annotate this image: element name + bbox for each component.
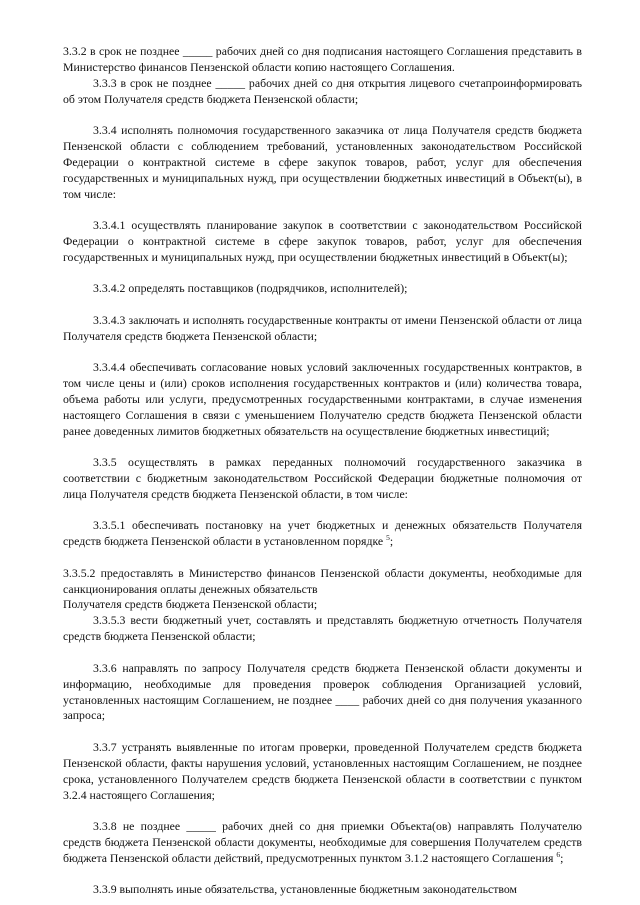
- clause-3-3-4-1: 3.3.4.1 осуществлять планирование закупок в соответствии с законодательством Российской Федерации о контрактной системе в сфере закупок товаров, работ, услуг для обеспечения государственных и муниципальных нужд, при осуществлении бюджетных инвестиций в Объект(ы);: [63, 218, 582, 264]
- clause-3-3-4: 3.3.4 исполнять полномочия государственного заказчика от лица Получателя средств бюджета Пензенской области с соблюдением требований, установленных законодательством Российской Федерации о контрактной системе в сфере закупок товаров, работ, услуг для обеспечения государственных и муниципальных нужд, при осуществлении бюджетных инвестиций в Объект(ы), в том числе:: [63, 123, 582, 201]
- clause-3-3-4-3: 3.3.4.3 заключать и исполнять государственные контракты от имени Пензенской области от лица Получателя средств бюджета Пензенской области;: [63, 312, 582, 343]
- clause-3-3-5-1: [63, 518, 582, 550]
- clause-3-3-8-tail: ;: [560, 850, 564, 865]
- clause-3-3-5: 3.3.5 осуществлять в рамках переданных полномочий государственного заказчика в соответствии с бюджетным законодательством Российской Федерации бюджетные полномочия от лица Получателя средств бюджета Пензенской области, в том числе:: [63, 455, 582, 501]
- clause-3-3-8-text: 3.3.8 не позднее _____ рабочих дней со дня приемки Объекта(ов) направлять Получателю средств бюджета Пензенской области документы, необходимые для совершения Получателем средств бюджета Пензенской области действий, предусмотренных пунктом 3.1.2 настоящего Соглашения: [63, 818, 582, 865]
- clause-3-3-3: 3.3.3 в срок не позднее _____ рабочих дней со дня открытия лицевого счетапроинформировать об этом Получателя средств бюджета Пензенской области;: [63, 75, 582, 106]
- clause-3-3-4-4: 3.3.4.4 обеспечивать согласование новых условий заключенных государственных контрактов, в том числе цены и (или) сроков исполнения государственных контрактов и (или) количества товара, объема работы или услуги, предусмотренных государственными контрактами, в случае изменения настоящего Соглашения в связи с уменьшением Получателю средств бюджета Пензенской области ранее доведенных лимитов бюджетных обязательств на осуществление бюджетных инвестиций;: [63, 360, 582, 438]
- clause-3-3-2: 3.3.2 в срок не позднее _____ рабочих дней со дня подписания настоящего Соглашения представить в Министерство финансов Пензенской области копию настоящего Соглашения.: [63, 44, 582, 74]
- clause-3-3-5-1-text: 3.3.5.1 обеспечивать постановку на учет бюджетных и денежных обязательств Получателя средств бюджета Пензенской области в установленном порядке: [63, 518, 582, 549]
- clause-3-3-5-2: 3.3.5.2 предоставлять в Министерство финансов Пензенской области документы, необходимые для санкционирования оплаты денежных обязательств: [63, 565, 582, 596]
- clause-3-3-8: [63, 819, 582, 867]
- clause-3-3-5-2-continued: Получателя средств бюджета Пензенской области;: [63, 597, 318, 612]
- clause-3-3-9: 3.3.9 выполнять иные обязательства, установленные бюджетным законодательством: [93, 882, 517, 897]
- clause-3-3-4-2: 3.3.4.2 определять поставщиков (подрядчиков, исполнителей);: [93, 281, 408, 296]
- clause-3-3-5-3: 3.3.5.3 вести бюджетный учет, составлять и представлять бюджетную отчетность Получателя средств бюджета Пензенской области;: [63, 613, 582, 644]
- footnote-ref-6: 6: [556, 849, 561, 859]
- clause-3-3-7: 3.3.7 устранять выявленные по итогам проверки, проведенной Получателем средств бюджета Пензенской области, факты нарушения условий, установленных настоящим Соглашением, не позднее срока, установленного Получателем средств бюджета Пензенской области в соответствии с пунктом 3.2.4 настоящего Соглашения;: [63, 739, 582, 802]
- clause-3-3-6: 3.3.6 направлять по запросу Получателя средств бюджета Пензенской области документы и информацию, необходимые для проведения проверок соблюдения Организацией условий, установленных настоящим Соглашением, не позднее ____ рабочих дней со дня получения указанного запроса;: [63, 660, 582, 723]
- footnote-ref-5: 5: [386, 533, 390, 543]
- clause-3-3-5-1-tail: ;: [389, 534, 394, 549]
